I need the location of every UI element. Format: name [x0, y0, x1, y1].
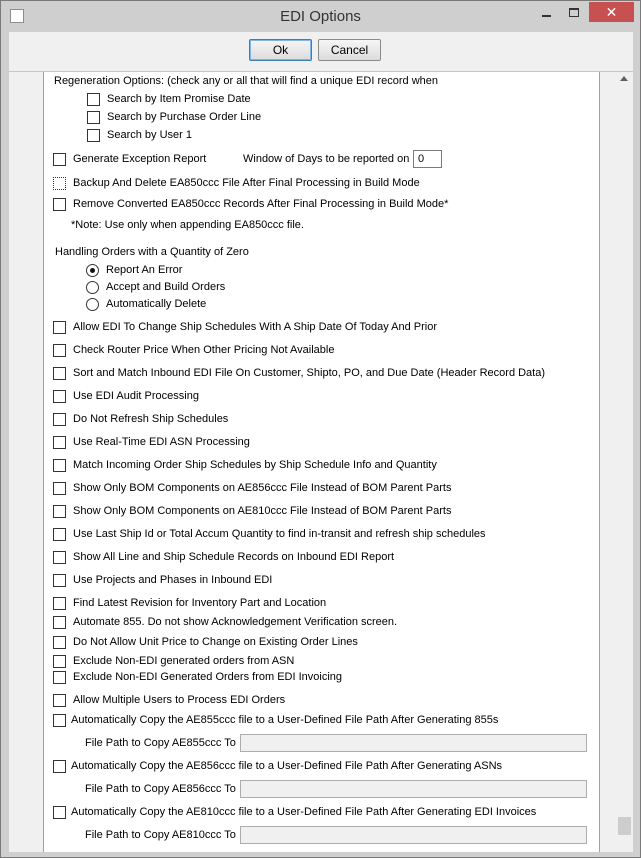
close-button[interactable] — [589, 2, 634, 22]
checkbox[interactable] — [53, 177, 66, 190]
radio-button[interactable] — [86, 281, 99, 294]
scroll-up-icon[interactable] — [620, 76, 628, 81]
vertical-scrollbar[interactable] — [616, 72, 633, 852]
checkbox[interactable] — [53, 671, 66, 684]
checkbox[interactable] — [53, 459, 66, 472]
ae856-path-input[interactable] — [240, 780, 587, 798]
ae810-path-input[interactable] — [240, 826, 587, 844]
radio-button[interactable] — [86, 264, 99, 277]
checkbox[interactable] — [87, 111, 100, 124]
checkbox[interactable] — [53, 597, 66, 610]
checkbox[interactable] — [53, 574, 66, 587]
checkbox[interactable] — [53, 367, 66, 380]
checkbox[interactable] — [53, 413, 66, 426]
checkbox[interactable] — [53, 551, 66, 564]
checkbox[interactable] — [53, 528, 66, 541]
options-scroll-area — [9, 72, 633, 852]
window-of-days-input[interactable] — [413, 150, 442, 168]
checkbox[interactable] — [53, 390, 66, 403]
checkbox[interactable] — [53, 616, 66, 629]
checkbox[interactable] — [53, 760, 66, 773]
radio-button[interactable] — [86, 298, 99, 311]
checkbox[interactable] — [53, 505, 66, 518]
checkbox[interactable] — [53, 153, 66, 166]
ok-button[interactable]: Ok — [249, 39, 312, 61]
maximize-button[interactable] — [561, 2, 587, 22]
checkbox[interactable] — [53, 694, 66, 707]
checkbox[interactable] — [53, 636, 66, 649]
checkbox[interactable] — [53, 321, 66, 334]
options-panel: Regeneration Options: (check any or all that will find a unique EDI record when Search by Item Promise Date Search by Purchase Order Line Search by User 1 Generate Exception Report Window of Days to be reported on 0 Backup And Delete EA850ccc File After Final Processing in Build Mode Remove Converted EA850ccc Records After Final Processing in Build Mode* *Note: Use only when appending EA850ccc file. Handling Orders with a Quantity of Zero Report An Error Accept and Build Orders Automatically Delete Allow EDI To Change Ship Schedules With A Ship Date Of Today And Prior Check Router Price When Other Pricing Not Available Sort and Match Inbound EDI File On Customer, Shipto, PO, and Due Date (Header Record Data) Use EDI Audit Processing Do Not Refresh Ship Schedules Use Real-Time EDI ASN Processing Match Incoming Order Ship Schedules by Ship Schedule Info and Quantity Show Only BOM Components on AE856ccc File Instead of BOM Parent Parts Show Only BOM Components on AE810ccc File Instead of BOM Parent Parts Use Last Ship Id or Total Accum Quantity to find in-transit and refresh ship schedules Show All Line and Ship Schedule Records on Inbound EDI Report Use Projects and Phases in Inbound EDI Find Latest Revision for Inventory Part and Location Automate 855. Do not show Acknowledgement Verification screen. Do Not Allow Unit Price to Change on Existing Order Lines Exclude Non-EDI generated orders from ASN Exclude Non-EDI Generated Orders from EDI Invoicing Allow Multiple Users to Process EDI Orders Automatically Copy the AE855ccc file to a User-Defined File Path After Generating 855s File Path to Copy AE855ccc To Automatically Copy the AE856ccc file to a User-Defined File Path After Generating ASNs File Path to Copy AE856ccc To Automatically Copy the AE810ccc file to a User-Defined File Path After Generating EDI Invoices File Path to Copy AE810ccc To — [43, 72, 600, 852]
close-icon: ✕ — [605, 4, 618, 20]
checkbox[interactable] — [87, 129, 100, 142]
maximize-icon — [569, 8, 579, 17]
dialog-client — [9, 32, 633, 852]
title-bar[interactable] — [1, 1, 640, 32]
checkbox[interactable] — [53, 655, 66, 668]
checkbox[interactable] — [53, 482, 66, 495]
minimize-button[interactable] — [533, 2, 559, 22]
minimize-icon — [542, 15, 551, 17]
checkbox[interactable] — [53, 714, 66, 727]
scrollbar-thumb[interactable] — [618, 817, 631, 835]
checkbox[interactable] — [53, 436, 66, 449]
checkbox[interactable] — [53, 344, 66, 357]
button-bar — [9, 32, 633, 72]
checkbox[interactable] — [87, 93, 100, 106]
cancel-button[interactable]: Cancel — [318, 39, 381, 61]
checkbox[interactable] — [53, 806, 66, 819]
ae855-path-input[interactable] — [240, 734, 587, 752]
window-title: EDI Options — [280, 8, 361, 25]
checkbox[interactable] — [53, 198, 66, 211]
